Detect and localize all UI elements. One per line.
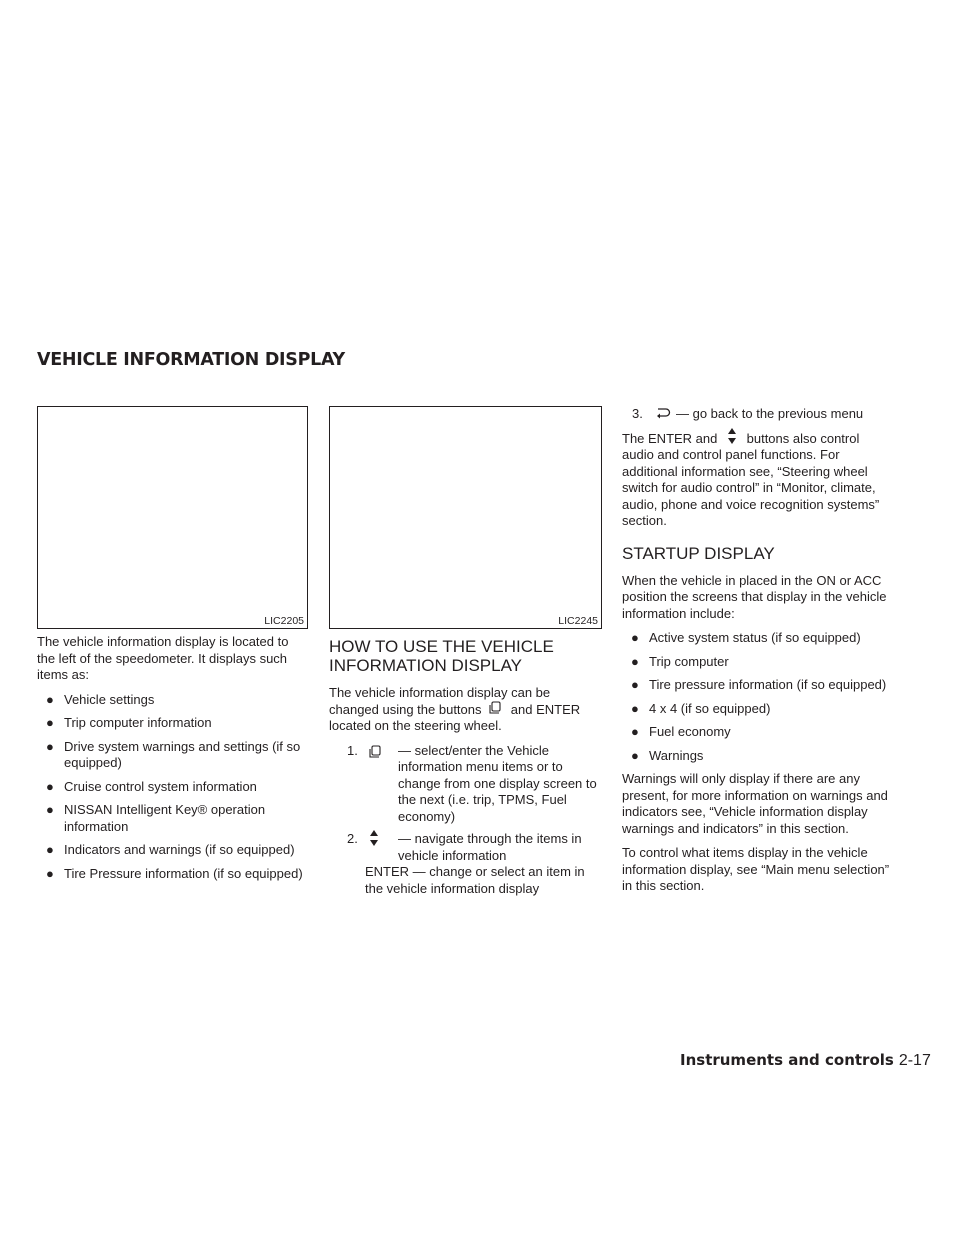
bullet-icon: ●	[631, 630, 639, 645]
page-number: 2-17	[898, 1052, 931, 1069]
bullet-icon: ●	[631, 700, 639, 716]
warnings-paragraph: Warnings will only display if there are any present, for more information on warnings and indicators see, “Vehicle information display warnings and indicators” in this section.	[622, 771, 888, 836]
intro-paragraph: The vehicle information display is located to the left of the speedometer. It displays such items as:	[37, 634, 289, 682]
up-down-arrows-icon	[369, 829, 391, 842]
bullet-icon: ●	[46, 691, 54, 707]
bullet-icon: ●	[46, 865, 54, 881]
list-item: ● 4 x 4 (if so equipped)	[631, 700, 771, 716]
footer-chapter-title: Instruments and controls	[680, 1051, 894, 1069]
bullet-icon: ●	[46, 715, 54, 730]
list-item: ● NISSAN Intelligent Key® operation information	[46, 802, 266, 834]
control-paragraph: To control what items display in the vehicle information display, see “Main menu selection” in this section.	[622, 845, 890, 893]
list-item: ● Trip computer information	[46, 715, 212, 730]
how-to-intro: The vehicle information display can be changed using the buttons and ENTER located on the steering wheel.	[329, 685, 581, 733]
column-1	[37, 634, 309, 889]
back-arrow-icon	[655, 407, 671, 424]
figure-label: LIC2245	[558, 615, 598, 627]
column-3	[622, 406, 894, 903]
list-item: ● Drive system warnings and settings (if so equipped)	[46, 738, 301, 770]
column-2	[329, 637, 602, 903]
bullet-icon: ●	[631, 724, 639, 739]
menu-button-icon	[369, 745, 391, 758]
startup-list	[622, 630, 894, 764]
menu-button-icon	[485, 702, 507, 715]
feature-list	[37, 692, 309, 883]
list-item: ● Warnings	[631, 747, 704, 763]
list-item: 1. — select/enter the Vehicle information menu items or to change from one display screen to the next (i.e. trip, TPMS, Fuel economy)	[347, 742, 597, 824]
figure-lic2205	[37, 406, 308, 629]
startup-intro: When the vehicle in placed in the ON or ACC position the screens that display in the vehicle information include:	[622, 572, 887, 621]
page-footer	[680, 1051, 931, 1070]
bullet-icon: ●	[46, 842, 54, 857]
list-item: 2. — navigate through the items in vehicle information ENTER — change or select an item in the vehicle information display	[347, 831, 585, 896]
how-to-heading: HOW TO USE THE VEHICLE INFORMATION DISPLAY	[329, 637, 554, 675]
enter-buttons-paragraph: The ENTER and buttons also control audio and control panel functions. For additional information see, “Steering wheel switch for audio control” in “Monitor, climate, audio, phone and voice recognition systems” section.	[622, 430, 894, 530]
list-item: ● Tire pressure information (if so equipped)	[631, 677, 887, 692]
list-item: ● Indicators and warnings (if so equipped)	[46, 842, 295, 857]
bullet-icon: ●	[46, 778, 54, 794]
bullet-icon: ●	[46, 802, 54, 817]
bullet-icon: ●	[46, 738, 54, 754]
list-item: ● Fuel economy	[631, 724, 731, 739]
list-item: ● Tire Pressure information (if so equipped)	[46, 865, 303, 881]
list-item: ● Cruise control system information	[46, 778, 257, 794]
list-item: ● Vehicle settings	[46, 691, 155, 707]
startup-heading: STARTUP DISPLAY	[622, 543, 775, 563]
list-item: ● Trip computer	[631, 653, 729, 669]
steps-list	[329, 743, 602, 898]
bullet-icon: ●	[631, 747, 639, 763]
figure-label: LIC2205	[264, 615, 304, 627]
list-item: ● Active system status (if so equipped)	[631, 630, 861, 645]
up-down-arrows-icon	[721, 430, 743, 446]
bullet-icon: ●	[631, 653, 639, 669]
step-3: 3. — go back to the previous menu	[622, 406, 894, 423]
section-title: VEHICLE INFORMATION DISPLAY	[37, 350, 345, 370]
bullet-icon: ●	[631, 677, 639, 692]
figure-lic2245	[329, 406, 602, 629]
